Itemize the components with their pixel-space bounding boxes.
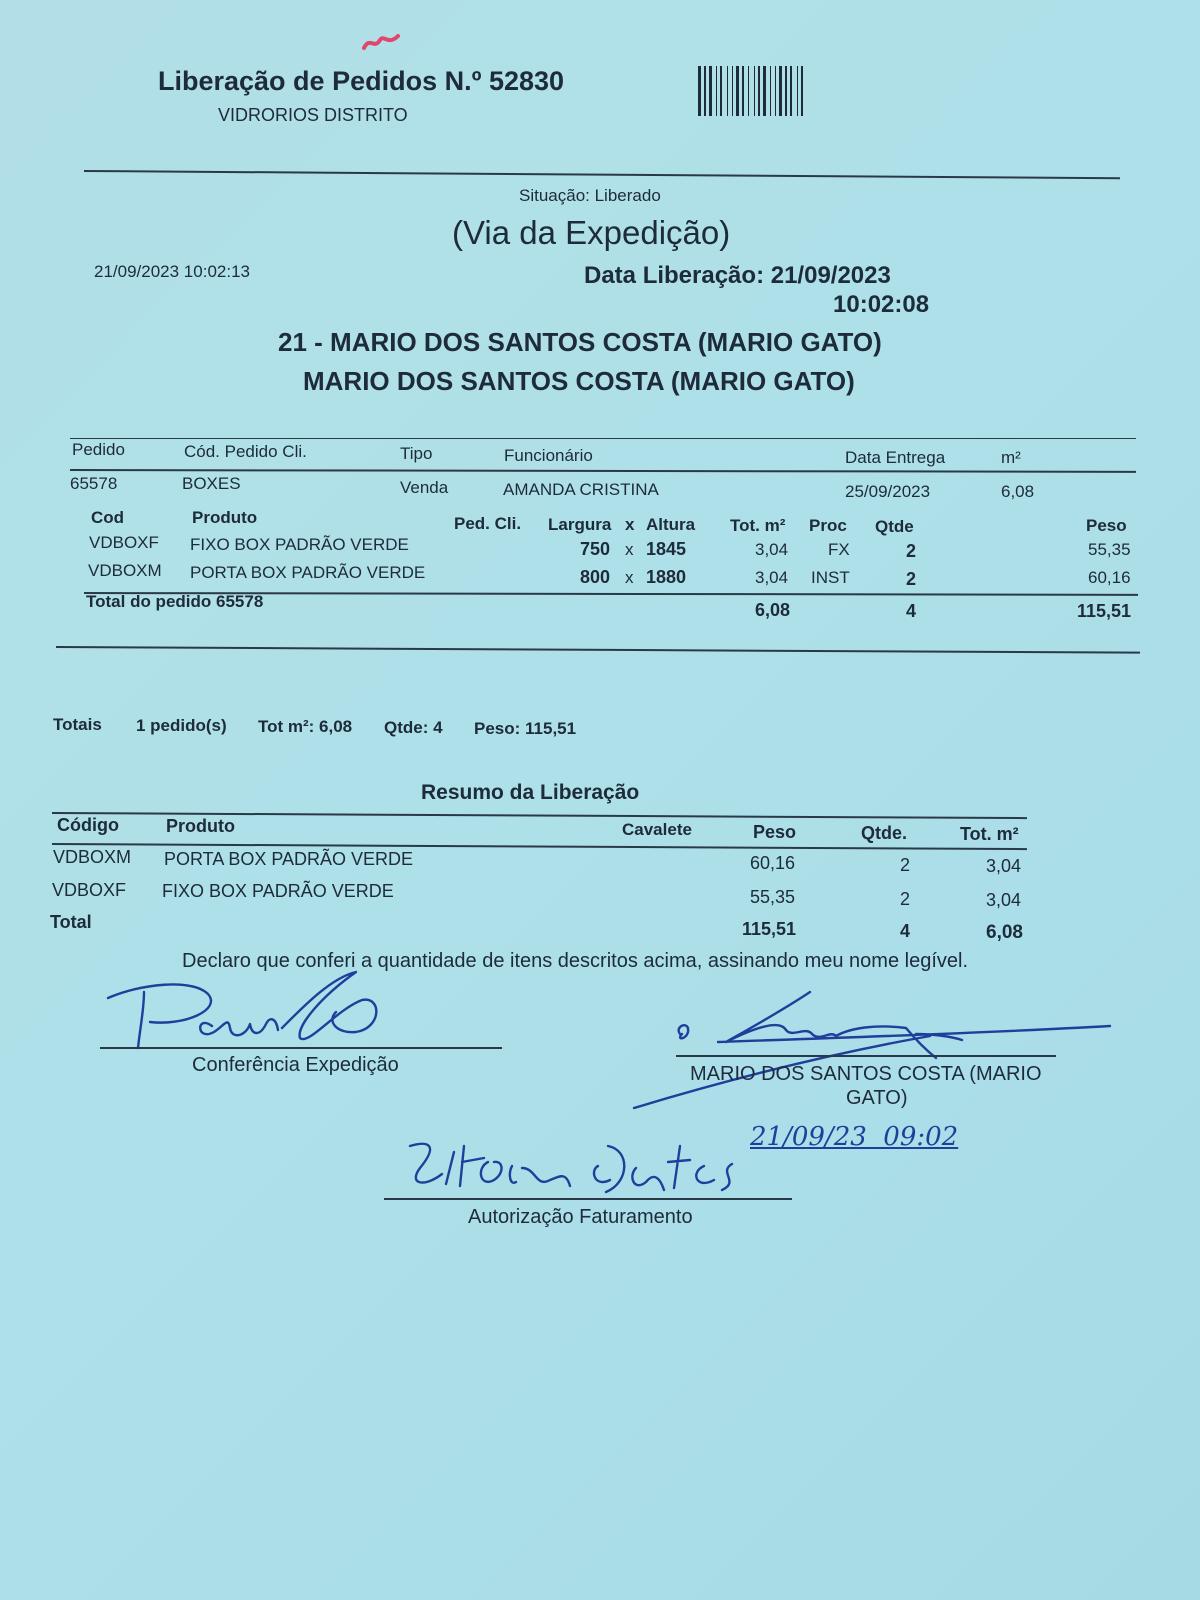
barcode-bar [785,66,787,116]
item-peso: 55,35 [1088,540,1131,559]
summary-col-cavalete: Cavalete [622,820,692,839]
item-col-largura: Largura [548,515,612,534]
summary-tot-m2: 3,04 [986,890,1022,910]
col-cod-pedido-cli: Cód. Pedido Cli. [184,442,307,461]
barcode-bar [801,66,803,116]
summary-col-produto: Produto [166,816,235,836]
totals-peso: Peso: 115,51 [474,719,577,738]
order-table-bottom-rule [56,646,1140,654]
col-tipo: Tipo [400,444,433,463]
item-col-qtde: Qtde [875,517,914,536]
order-tipo: Venda [400,478,449,497]
item-col-tot-m2: Tot. m² [730,516,786,535]
item-col-cod: Cod [91,508,125,527]
order-header-rule [70,469,1136,473]
summary-peso: 60,16 [750,853,796,873]
summary-col-tot-m2: Tot. m² [960,824,1019,844]
summary-col-codigo: Código [57,815,119,835]
summary-produto: FIXO BOX PADRÃO VERDE [162,881,394,901]
summary-total-label: Total [50,912,92,932]
order-total-qtde: 4 [906,601,917,621]
item-qtde: 2 [906,541,917,561]
autorizacao-signature [384,1132,804,1204]
item-largura: 800 [580,567,611,587]
autorizacao-label: Autorização Faturamento [468,1206,693,1228]
summary-codigo: VDBOXM [53,847,132,867]
order-m2: 6,08 [1001,482,1035,501]
order-cod-pedido-cli: BOXES [182,474,241,493]
item-produto: FIXO BOX PADRÃO VERDE [190,535,409,554]
order-pedido: 65578 [70,474,118,493]
summary-tot-m2: 3,04 [986,856,1022,876]
order-data-entrega: 25/09/2023 [845,482,931,501]
barcode-bar [748,66,749,116]
barcode [698,66,880,116]
barcode-bar [742,66,744,116]
client-label-line2: GATO) [846,1087,908,1109]
item-produto: PORTA BOX PADRÃO VERDE [190,563,426,582]
barcode-bar [754,66,755,116]
summary-total-qtde: 4 [900,921,911,941]
barcode-bar [790,66,792,116]
conferencia-label: Conferência Expedição [192,1054,399,1076]
order-total-peso: 115,51 [1077,601,1132,621]
totals-pedidos: 1 pedido(s) [136,716,227,735]
barcode-bar [736,66,739,116]
item-col-proc: Proc [809,516,847,535]
item-tot-m2: 3,04 [755,568,789,587]
item-altura: 1845 [646,539,687,559]
client-line-2: MARIO DOS SANTOS COSTA (MARIO GATO) [303,366,855,396]
barcode-bar [716,66,717,116]
barcode-bar [698,66,701,116]
summary-title: Resumo da Liberação [421,781,640,804]
item-col-ped-cli: Ped. Cli. [454,514,522,533]
summary-qtde: 2 [900,855,911,875]
order-total-m2: 6,08 [755,600,791,620]
barcode-bar [720,66,722,116]
barcode-bar [770,66,771,116]
item-peso: 60,16 [1088,568,1131,587]
summary-peso: 55,35 [750,887,796,907]
col-pedido: Pedido [72,440,125,459]
summary-codigo: VDBOXF [52,880,127,900]
release-time: 10:02:08 [833,291,930,318]
pen-mark [362,30,402,54]
company-name: VIDRORIOS DISTRITO [218,105,408,125]
copy-type: (Via da Expedição) [452,214,731,251]
print-datetime: 21/09/2023 10:02:13 [94,262,250,281]
item-x: x [625,568,634,587]
item-col-altura: Altura [646,515,696,534]
barcode-bar [797,66,798,116]
item-largura: 750 [580,539,611,559]
conferencia-signature-line [100,1047,502,1049]
barcode-bar [727,66,728,116]
summary-total-tot-m2: 6,08 [986,922,1023,943]
declaration-text: Declaro que conferi a quantidade de itens descritos acima, assinando meu nome legível. [182,950,969,972]
item-proc: FX [828,540,850,559]
summary-col-peso: Peso [753,822,797,842]
order-total-label: Total do pedido 65578 [86,592,264,611]
handwritten-date: 21/09/23 09:02 [750,1122,959,1152]
item-col-x: x [625,515,635,534]
barcode-bar [732,66,733,116]
item-cod: VDBOXM [88,561,162,580]
totals-label: Totais [53,715,102,734]
barcode-bar [763,66,766,116]
item-altura: 1880 [646,567,687,587]
col-m2: m² [1001,448,1021,467]
item-proc: INST [811,568,850,587]
item-col-produto: Produto [192,508,258,527]
order-table-top-rule [70,438,1136,439]
barcode-bar [775,66,776,116]
client-line-1: 21 - MARIO DOS SANTOS COSTA (MARIO GATO) [278,327,882,357]
col-funcionario: Funcionário [504,446,593,465]
document-title: Liberação de Pedidos N.º 52830 [158,66,565,96]
summary-col-qtde: Qtde. [861,823,908,843]
release-date: Data Liberação: 21/09/2023 [584,262,891,289]
order-funcionario: AMANDA CRISTINA [503,480,659,499]
barcode-bar [709,66,712,116]
item-col-peso: Peso [1086,516,1127,535]
item-x: x [625,540,634,559]
summary-qtde: 2 [900,889,911,909]
barcode-bar [779,66,782,116]
item-qtde: 2 [906,569,917,589]
summary-produto: PORTA BOX PADRÃO VERDE [164,849,414,869]
totals-tot-m2: Tot m²: 6,08 [258,717,353,736]
client-label-line1: MARIO DOS SANTOS COSTA (MARIO [690,1063,1042,1085]
autorizacao-signature-line [384,1198,792,1200]
summary-total-peso: 115,51 [742,919,797,939]
col-data-entrega: Data Entrega [845,448,946,467]
item-cod: VDBOXF [89,533,159,552]
conferencia-signature [100,970,400,1050]
barcode-bar [704,66,706,116]
totals-qtde: Qtde: 4 [384,718,443,737]
header-divider [84,170,1120,179]
status-text: Situação: Liberado [519,186,661,205]
item-tot-m2: 3,04 [755,540,789,559]
client-signature-line [676,1055,1056,1057]
barcode-bar [758,66,760,116]
